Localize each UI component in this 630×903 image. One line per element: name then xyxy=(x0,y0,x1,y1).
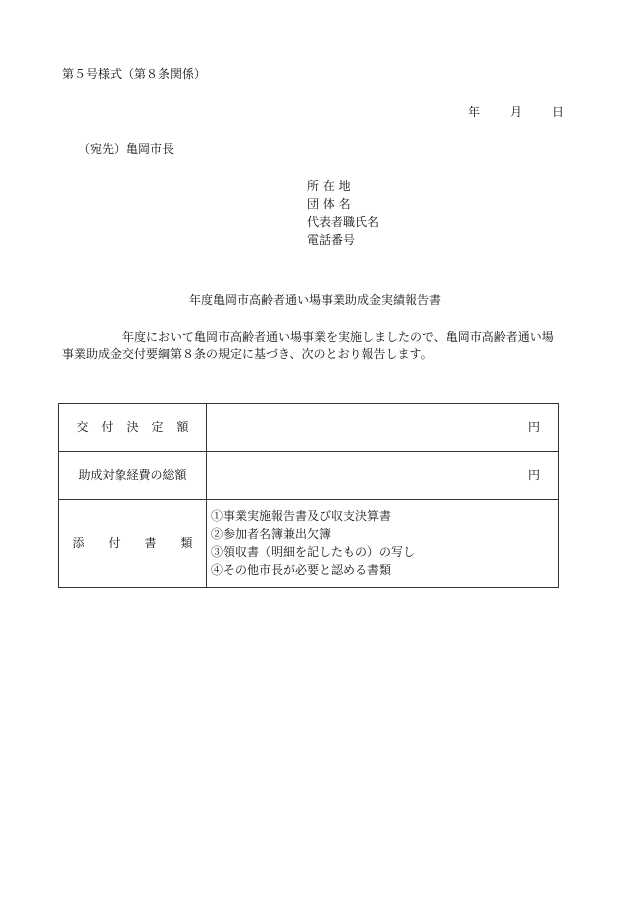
field-organization: 団 体 名 xyxy=(307,197,351,211)
form-number: 第５号様式（第８条関係） xyxy=(62,67,207,81)
attachment-item: ②参加者名簿兼出欠簿 xyxy=(211,526,332,541)
applicant-fields xyxy=(307,178,379,250)
label-grant-amount: 交付決定額 xyxy=(59,404,207,452)
field-phone: 電話番号 xyxy=(307,233,356,247)
body-line-2: 事業助成金交付要綱第８条の規定に基づき、次のとおり報告します。 xyxy=(62,347,433,362)
attachment-item: ③領収書（明細を記したもの）の写し xyxy=(211,544,416,559)
label-attachments: 添付書類 xyxy=(59,500,207,588)
date-day: 日 xyxy=(551,105,564,119)
addressee: （宛先）亀岡市長 xyxy=(78,142,175,156)
value-total-expense: 円 xyxy=(207,452,559,500)
attachments-list xyxy=(207,500,559,588)
report-table xyxy=(58,403,559,588)
body-line-1: 年度において亀岡市高齢者通い場事業を実施しましたので、亀岡市高齢者通い場 xyxy=(122,330,554,344)
field-representative: 代表者職氏名 xyxy=(307,215,380,229)
value-grant-amount: 円 xyxy=(207,404,559,452)
attachment-item: ①事業実施報告書及び収支決算書 xyxy=(211,508,392,523)
date-year: 年 xyxy=(467,105,480,119)
label-total-expense: 助成対象経費の総額 xyxy=(59,452,207,500)
body-text xyxy=(62,329,572,364)
date-line xyxy=(468,104,564,121)
table-row-attachments xyxy=(59,500,559,588)
field-address: 所 在 地 xyxy=(307,179,351,193)
table-row-total-expense xyxy=(59,452,559,500)
attachment-item: ④その他市長が必要と認める書類 xyxy=(211,562,392,577)
table-row-grant-amount xyxy=(59,404,559,452)
date-month: 月 xyxy=(509,105,522,119)
document-title: 年度亀岡市高齢者通い場事業助成金実績報告書 xyxy=(188,293,441,307)
